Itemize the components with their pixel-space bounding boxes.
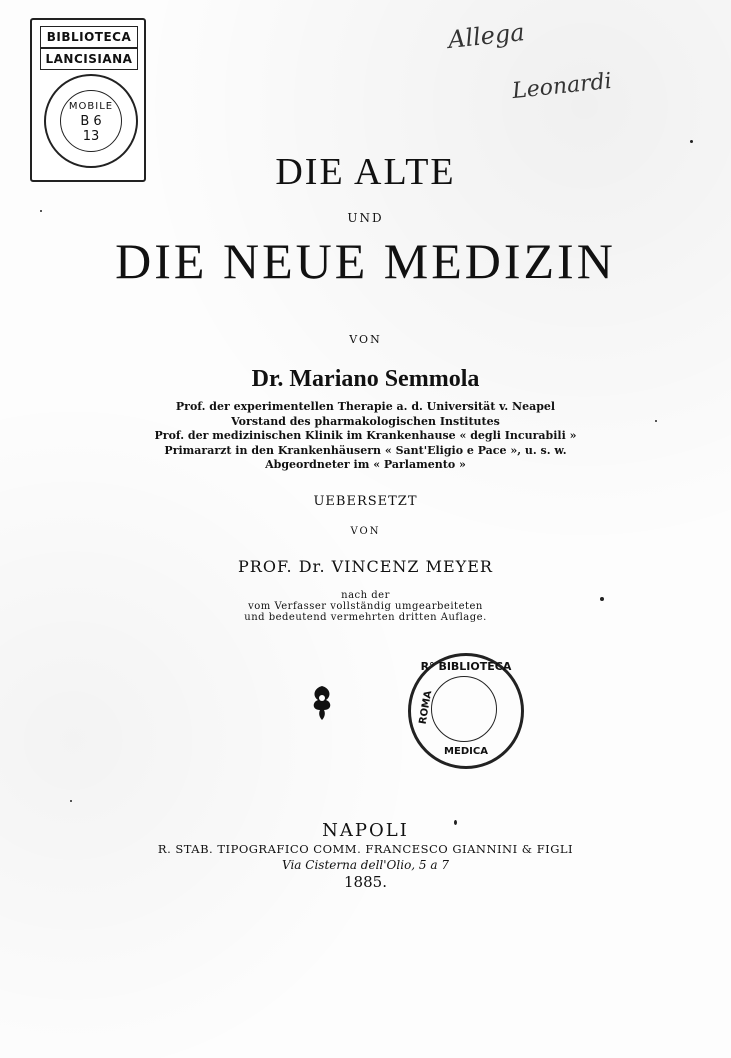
edition-note-line: und bedeutend vermehrten dritten Auflage. — [244, 612, 487, 623]
credential-line: Primararzt in den Krankenhäusern « Sant'Eligio e Pace », u. s. w. — [164, 443, 567, 457]
imprint-year: 1885. — [344, 873, 387, 891]
author-name: Dr. Mariano Semmola — [251, 366, 480, 392]
round-library-stamp — [408, 653, 524, 769]
von-label-2: VON — [350, 526, 381, 537]
stamp-label-top: BIBLIOTECA — [40, 26, 138, 48]
translator-name: PROF. Dr. VINCENZ MEYER — [238, 557, 493, 576]
title-connector: UND — [347, 211, 384, 225]
stamp-label-bottom: LANCISIANA — [40, 48, 138, 70]
imprint-address: Via Cisterna dell'Olio, 5 a 7 — [282, 858, 449, 872]
author-credentials — [0, 400, 731, 473]
imprint-printer: R. STAB. TIPOGRAFICO COMM. FRANCESCO GIANNINI & FIGLI — [157, 842, 574, 856]
speck — [70, 800, 72, 802]
edition-note — [0, 590, 731, 623]
credential-line: Abgeordneter im « Parlamento » — [265, 458, 466, 471]
shelfmark-line2: B 6 — [80, 113, 102, 129]
speck — [690, 140, 693, 143]
edition-note-line: vom Verfasser vollständig umgearbeiteten — [248, 601, 483, 612]
uebersetzt-label: UEBERSETZT — [313, 494, 418, 509]
credential-line: Prof. der experimentellen Therapie a. d. Universität v. Neapel — [175, 400, 556, 413]
stamp-inner-ring — [431, 676, 497, 742]
shelfmark-line3: 13 — [82, 128, 100, 144]
round-stamp-left: ROMA — [417, 689, 435, 726]
imprint-city: NAPOLI — [322, 820, 409, 841]
title-line1: DIE ALTE — [275, 151, 456, 193]
credential-line: Vorstand des pharmakologischen Institutes — [231, 414, 500, 428]
round-stamp-top: R° BIBLIOTECA — [420, 660, 512, 673]
von-label: VON — [349, 333, 382, 346]
edition-note-line: nach der — [341, 590, 390, 601]
round-stamp-bottom: MEDICA — [444, 746, 488, 757]
handwritten-note-1: Allega — [446, 18, 526, 54]
handwritten-note-2: Leonardi — [510, 68, 613, 105]
credential-line: Prof. der medizinischen Klinik im Krankenhause « degli Incurabili » — [154, 429, 577, 442]
shelfmark-line1: MOBILE — [68, 100, 114, 112]
title-line2: DIE NEUE MEDIZIN — [115, 233, 616, 289]
printers-ornament-icon — [308, 682, 336, 722]
